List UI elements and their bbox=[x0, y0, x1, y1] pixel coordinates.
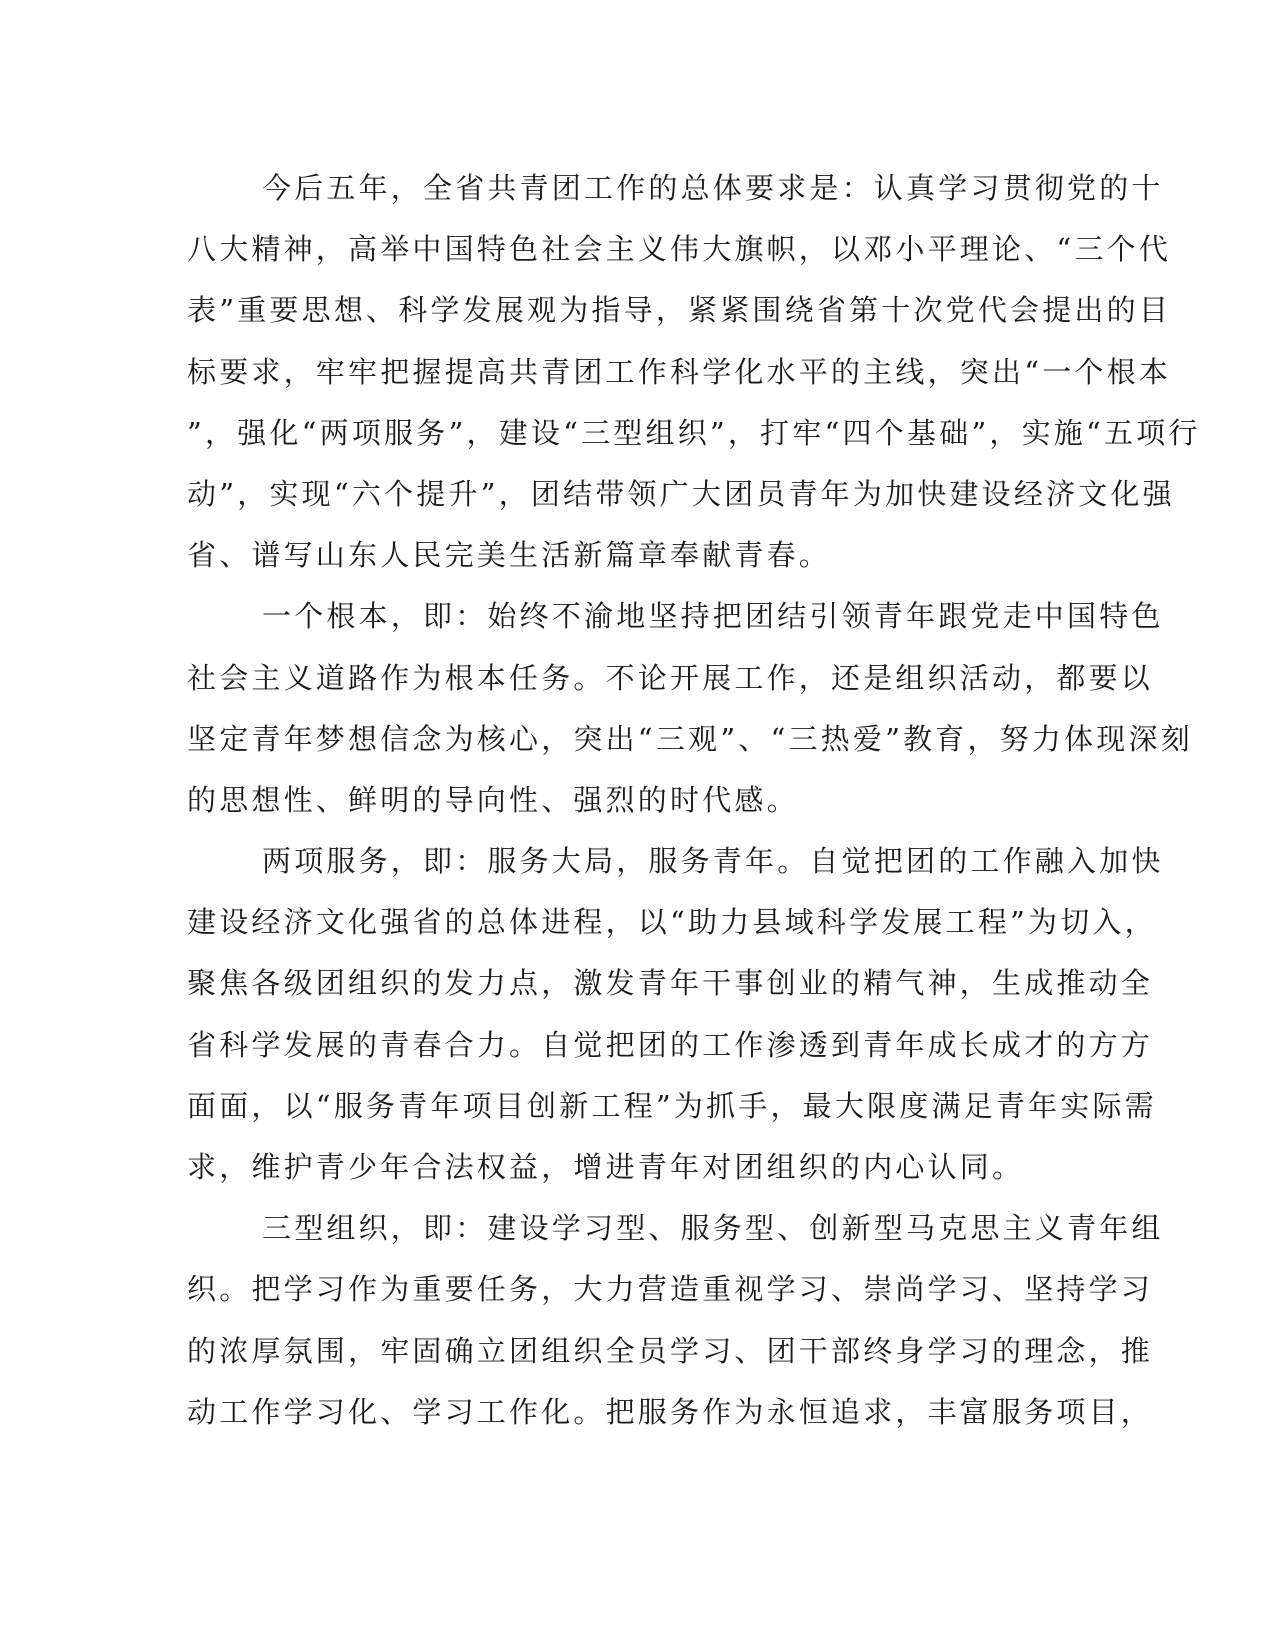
text-line: ”，强化“两项服务”，建设“三型组织”，打牢“四个基础”，实施“五项行 bbox=[187, 415, 1201, 450]
text-line: 标要求，牢牢把握提高共青团工作科学化水平的主线，突出“一个根本 bbox=[187, 354, 1172, 389]
document-body bbox=[187, 158, 1201, 1443]
text-line: 八大精神，高举中国特色社会主义伟大旗帜，以邓小平理论、“三个代 bbox=[187, 232, 1172, 267]
text-line: 今后五年，全省共青团工作的总体要求是：认真学习贯彻党的十 bbox=[262, 171, 1164, 205]
paragraph-two-services bbox=[187, 831, 1164, 1198]
text-line: 省科学发展的青春合力。自觉把团的工作渗透到青年成长成才的方方 bbox=[187, 1027, 1154, 1062]
text-line: 表”重要思想、科学发展观为指导，紧紧围绕省第十次党代会提出的目 bbox=[187, 293, 1172, 328]
paragraph-general-requirements bbox=[187, 158, 1201, 586]
text-line: 织。把学习作为重要任务，大力营造重视学习、崇尚学习、坚持学习 bbox=[187, 1272, 1154, 1307]
text-line: 的浓厚氛围，牢固确立团组织全员学习、团干部终身学习的理念，推 bbox=[187, 1333, 1154, 1368]
text-line: 一个根本，即：始终不渝地坚持把团结引领青年跟党走中国特色 bbox=[262, 599, 1164, 634]
text-line: 坚定青年梦想信念为核心，突出“三观”、“三热爱”教育，努力体现深刻 bbox=[187, 721, 1193, 756]
text-line: 求，维护青少年合法权益，增进青年对团组织的内心认同。 bbox=[187, 1150, 1025, 1184]
text-line: 的思想性、鲜明的导向性、强烈的时代感。 bbox=[187, 782, 799, 817]
text-line: 省、谱写山东人民完美生活新篇章奉献青春。 bbox=[187, 538, 832, 573]
text-line: 社会主义道路作为根本任务。不论开展工作，还是组织活动，都要以 bbox=[187, 660, 1154, 695]
paragraph-three-organizations bbox=[187, 1198, 1164, 1443]
paragraph-one-fundamental bbox=[187, 586, 1193, 831]
text-line: 动工作学习化、学习工作化。把服务作为永恒追求，丰富服务项目， bbox=[187, 1394, 1154, 1429]
text-line: 三型组织，即：建设学习型、服务型、创新型马克思主义青年组 bbox=[262, 1211, 1164, 1246]
text-line: 面面，以“服务青年项目创新工程”为抓手，最大限度满足青年实际需 bbox=[187, 1088, 1157, 1123]
text-line: 两项服务，即：服务大局，服务青年。自觉把团的工作融入加快 bbox=[262, 844, 1164, 879]
text-line: 建设经济文化强省的总体进程，以“助力县域科学发展工程”为切入， bbox=[187, 905, 1157, 940]
text-line: 动”，实现“六个提升”，团结带领广大团员青年为加快建设经济文化强 bbox=[187, 476, 1175, 511]
text-line: 聚焦各级团组织的发力点，激发青年干事创业的精气神，生成推动全 bbox=[187, 966, 1154, 1001]
